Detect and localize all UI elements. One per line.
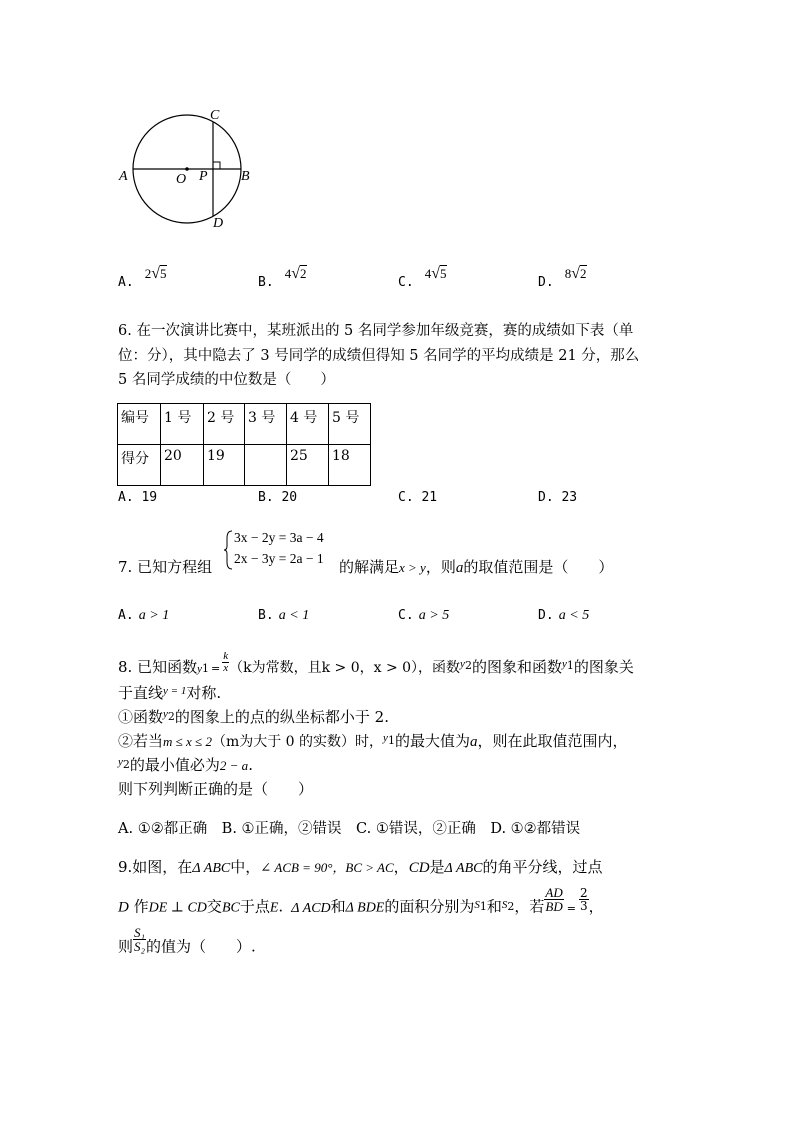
q6-line-2: 位：分），其中隐去了 3 号同学的成绩但得知 5 名同学的平均成绩是 21 分，那么: [118, 348, 640, 364]
q9-l2-g: E: [269, 900, 279, 916]
q9-l2-m: S: [474, 898, 480, 911]
table-cell: 得分: [118, 445, 161, 486]
q8-s2-f: 的最大值为: [394, 732, 470, 750]
label-a: A: [119, 169, 128, 184]
q8-statement-2: [118, 730, 627, 751]
table-cell: 1 号: [161, 404, 204, 445]
q8-eq: =: [210, 662, 221, 675]
label-b: B: [241, 169, 250, 184]
q9-l1-e: ，: [393, 858, 409, 876]
q8-y1b-sub: 1: [566, 659, 574, 672]
option-radicand: 2: [300, 266, 307, 281]
q9-l2-c: DE ⊥ CD: [148, 900, 207, 916]
option-radicand: 5: [160, 266, 167, 281]
q8-line2-c: 对称.: [186, 684, 222, 702]
q8-y1-sub: 1: [201, 662, 209, 675]
table-cell: 25: [287, 445, 329, 486]
q9-l1-b: Δ ABC: [192, 861, 231, 876]
q9-value-num: 2: [579, 886, 588, 900]
q9-s-den: S₂: [134, 939, 146, 954]
q8-statement-1: [118, 706, 389, 727]
q8-y2-sub: 2: [464, 659, 472, 672]
q9-ratio-den: BD: [545, 899, 563, 914]
q8-fraction-den: x: [223, 661, 229, 674]
q7-middle: 的解满足: [339, 558, 400, 576]
q8-s2-a: ②若当: [118, 732, 164, 750]
q8-s2-g: a: [469, 734, 478, 750]
q8-statement-2-cont: [118, 754, 253, 775]
q7-option-d: [538, 604, 589, 624]
q7-tail: [339, 556, 613, 577]
right-angle-mark: [213, 162, 220, 169]
option-letter: B.: [258, 608, 274, 623]
q6-option-b: B. 20: [258, 490, 298, 505]
q7-prefix: 7. 已知方程组: [118, 558, 213, 576]
q9-l2-r: ，若: [514, 897, 545, 916]
q8-line-1: [118, 649, 634, 680]
q8-s2-e: 1: [387, 734, 395, 747]
q9-l1-a: 9.如图，在: [118, 858, 193, 876]
q8-line2-b: y = 1: [163, 685, 187, 697]
q9-s-num: S₁: [134, 925, 146, 940]
q7-equation-2: 2x − 3y = 2a − 1: [234, 551, 324, 566]
q8-s1-d: 的图象上的点的纵坐标都小于 2.: [174, 708, 389, 726]
q6-option-c: C. 21: [398, 490, 438, 505]
q8-fraction-num: k: [223, 649, 229, 662]
q7-option-b: [258, 604, 309, 624]
label-o: O: [176, 172, 187, 187]
option-coef: 2: [144, 266, 152, 281]
q8-judge: 则下列判断正确的是（ ）: [118, 780, 314, 798]
q9-l2-a: D: [118, 899, 129, 916]
option-letter: C.: [398, 275, 414, 290]
q7-var: a: [455, 560, 464, 576]
q9-l2-j: 和: [330, 897, 346, 916]
score-table: [117, 403, 371, 486]
q9-value-fraction: [579, 887, 589, 912]
q9-line-1: [118, 856, 602, 877]
table-row: [118, 445, 371, 486]
q8-line-2: [118, 682, 221, 703]
q9-l2-h: .: [278, 897, 284, 916]
option-letter: C.: [398, 608, 414, 623]
q9-l2-f: 于点: [239, 897, 270, 916]
option-coef: 4: [284, 266, 292, 281]
q5-option-d: D. $^8$√$^2$: [538, 265, 587, 290]
table-cell: 5 号: [329, 404, 371, 445]
q9-l3-d: 的值为（ ）.: [146, 937, 256, 956]
q8-s2-c: （m为大于 0 的实数）时，: [211, 734, 384, 750]
q9-l2-p: S: [501, 898, 508, 911]
q9-ratio-eq: =: [566, 901, 576, 915]
q9-l2-d: 交: [206, 897, 222, 916]
center-dot: [185, 167, 189, 171]
table-cell: 19: [204, 445, 245, 486]
table-cell: 编号: [118, 404, 161, 445]
q7-equation-1: 3x − 2y = 3a − 4: [234, 530, 324, 545]
q9-l2-q: 2: [507, 899, 515, 913]
table-cell: 18: [329, 445, 371, 486]
q8-paren: （k为常数，且k > 0，x > 0），函数: [229, 660, 461, 676]
system-brace: [224, 530, 234, 570]
q9-l1-d: ∠ ACB = 90°，BC > AC: [260, 860, 394, 875]
q9-line-3: [118, 925, 256, 961]
table-row: [118, 404, 371, 445]
option-coef: 4: [424, 266, 432, 281]
label-d: D: [213, 216, 224, 231]
q6-line-3: 5 名同学成绩的中位数是（ ）: [118, 372, 335, 388]
q5-option-b: B. $^4$√$^2$: [258, 265, 307, 290]
q9-l1-i: 的角平分线，过点: [482, 858, 603, 876]
q9-l2-o: 和: [486, 897, 502, 916]
q9-ratio-fraction: [544, 886, 563, 913]
label-p: P: [199, 169, 208, 184]
q5-option-c: C. $^4$√$^5$: [398, 265, 447, 290]
q8-s3-e: .: [248, 756, 253, 774]
q7-suffix-1: ，则: [425, 558, 456, 576]
q8-s3-a: y: [118, 756, 123, 768]
q8-end: 的图象关: [573, 658, 634, 676]
q9-l2-l: 的面积分别为: [384, 897, 475, 916]
q8-s2-d: y: [383, 732, 388, 744]
q8-options: A. ①②都正确 B. ①正确，②错误 C. ①错误，②正确 D. ①②都错误: [118, 821, 581, 837]
q9-ratio-num: AD: [545, 885, 563, 900]
q8-y2: y: [460, 658, 465, 670]
q6-option-d: D. 23: [538, 490, 578, 505]
q9-l1-g: 是: [429, 858, 445, 876]
q8-s1-b: y: [163, 708, 168, 720]
option-expr: a > 1: [138, 608, 170, 623]
q9-line-2: [118, 885, 604, 921]
q6-line-1: 6. 在一次演讲比赛中，某班派出的 5 名同学参加年级竞赛，赛的成绩如下表（单: [118, 323, 634, 339]
q9-l2-b: 作: [133, 897, 149, 916]
option-letter: A.: [118, 608, 134, 623]
option-expr: a < 1: [278, 608, 310, 623]
option-letter: D.: [538, 608, 554, 623]
table-cell: 4 号: [287, 404, 329, 445]
q9-l2-e: BC: [221, 900, 240, 916]
q7-option-c: [398, 604, 449, 624]
option-letter: A.: [118, 275, 134, 290]
q8-s1-a: ①函数: [118, 708, 164, 726]
option-coef: 8: [564, 266, 572, 281]
option-letter: D.: [538, 275, 554, 290]
q8-s3-d: 2 − a: [219, 758, 249, 773]
q8-y1b: y: [561, 658, 567, 670]
q8-s3-b: 2: [122, 758, 130, 771]
q9-l2-i: Δ ACD: [291, 900, 331, 916]
q9-l2-n: 1: [479, 899, 487, 913]
q9-l2-x: ，: [588, 897, 604, 916]
q8-mid: 的图象和函数: [471, 658, 562, 676]
table-cell: [245, 445, 287, 486]
q9-l1-c: 中，: [230, 858, 261, 876]
q7-suffix-2: 的取值范围是（ ）: [463, 558, 614, 576]
option-radicand: 2: [580, 266, 587, 281]
option-letter: B.: [258, 275, 274, 290]
q6-option-a: A. 19: [118, 490, 158, 505]
q9-l1-h: Δ ABC: [444, 861, 483, 876]
circle-figure: [110, 100, 260, 235]
q7-option-a: [118, 604, 169, 624]
q5-option-a: A. $^2$√$^5$: [118, 265, 167, 290]
table-cell: 2 号: [204, 404, 245, 445]
option-expr: a < 5: [558, 608, 590, 623]
q8-s2-h: ，则在此取值范围内，: [477, 732, 628, 750]
q9-s-fraction: [133, 926, 146, 953]
q9-l1-f: CD: [408, 860, 430, 876]
option-expr: a > 5: [418, 608, 450, 623]
option-radicand: 5: [440, 266, 447, 281]
q8-prefix: 8. 已知函数: [118, 658, 198, 676]
q8-s1-c: 2: [167, 710, 175, 723]
q8-s3-c: 的最小值必为: [129, 756, 220, 774]
q8-line2-a: 于直线: [118, 684, 164, 702]
q8-fraction: [222, 651, 229, 674]
q8-y1: y: [197, 663, 202, 675]
q9-l3-a: 则: [118, 937, 134, 956]
q9-l2-k: Δ BDE: [345, 900, 385, 916]
label-c: C: [210, 108, 220, 123]
table-cell: 20: [161, 445, 204, 486]
table-cell: 3 号: [245, 404, 287, 445]
q9-value-den: 3: [579, 899, 588, 913]
q8-s2-b: m ≤ x ≤ 2: [163, 734, 212, 749]
q7-condition: x > y: [399, 560, 426, 575]
